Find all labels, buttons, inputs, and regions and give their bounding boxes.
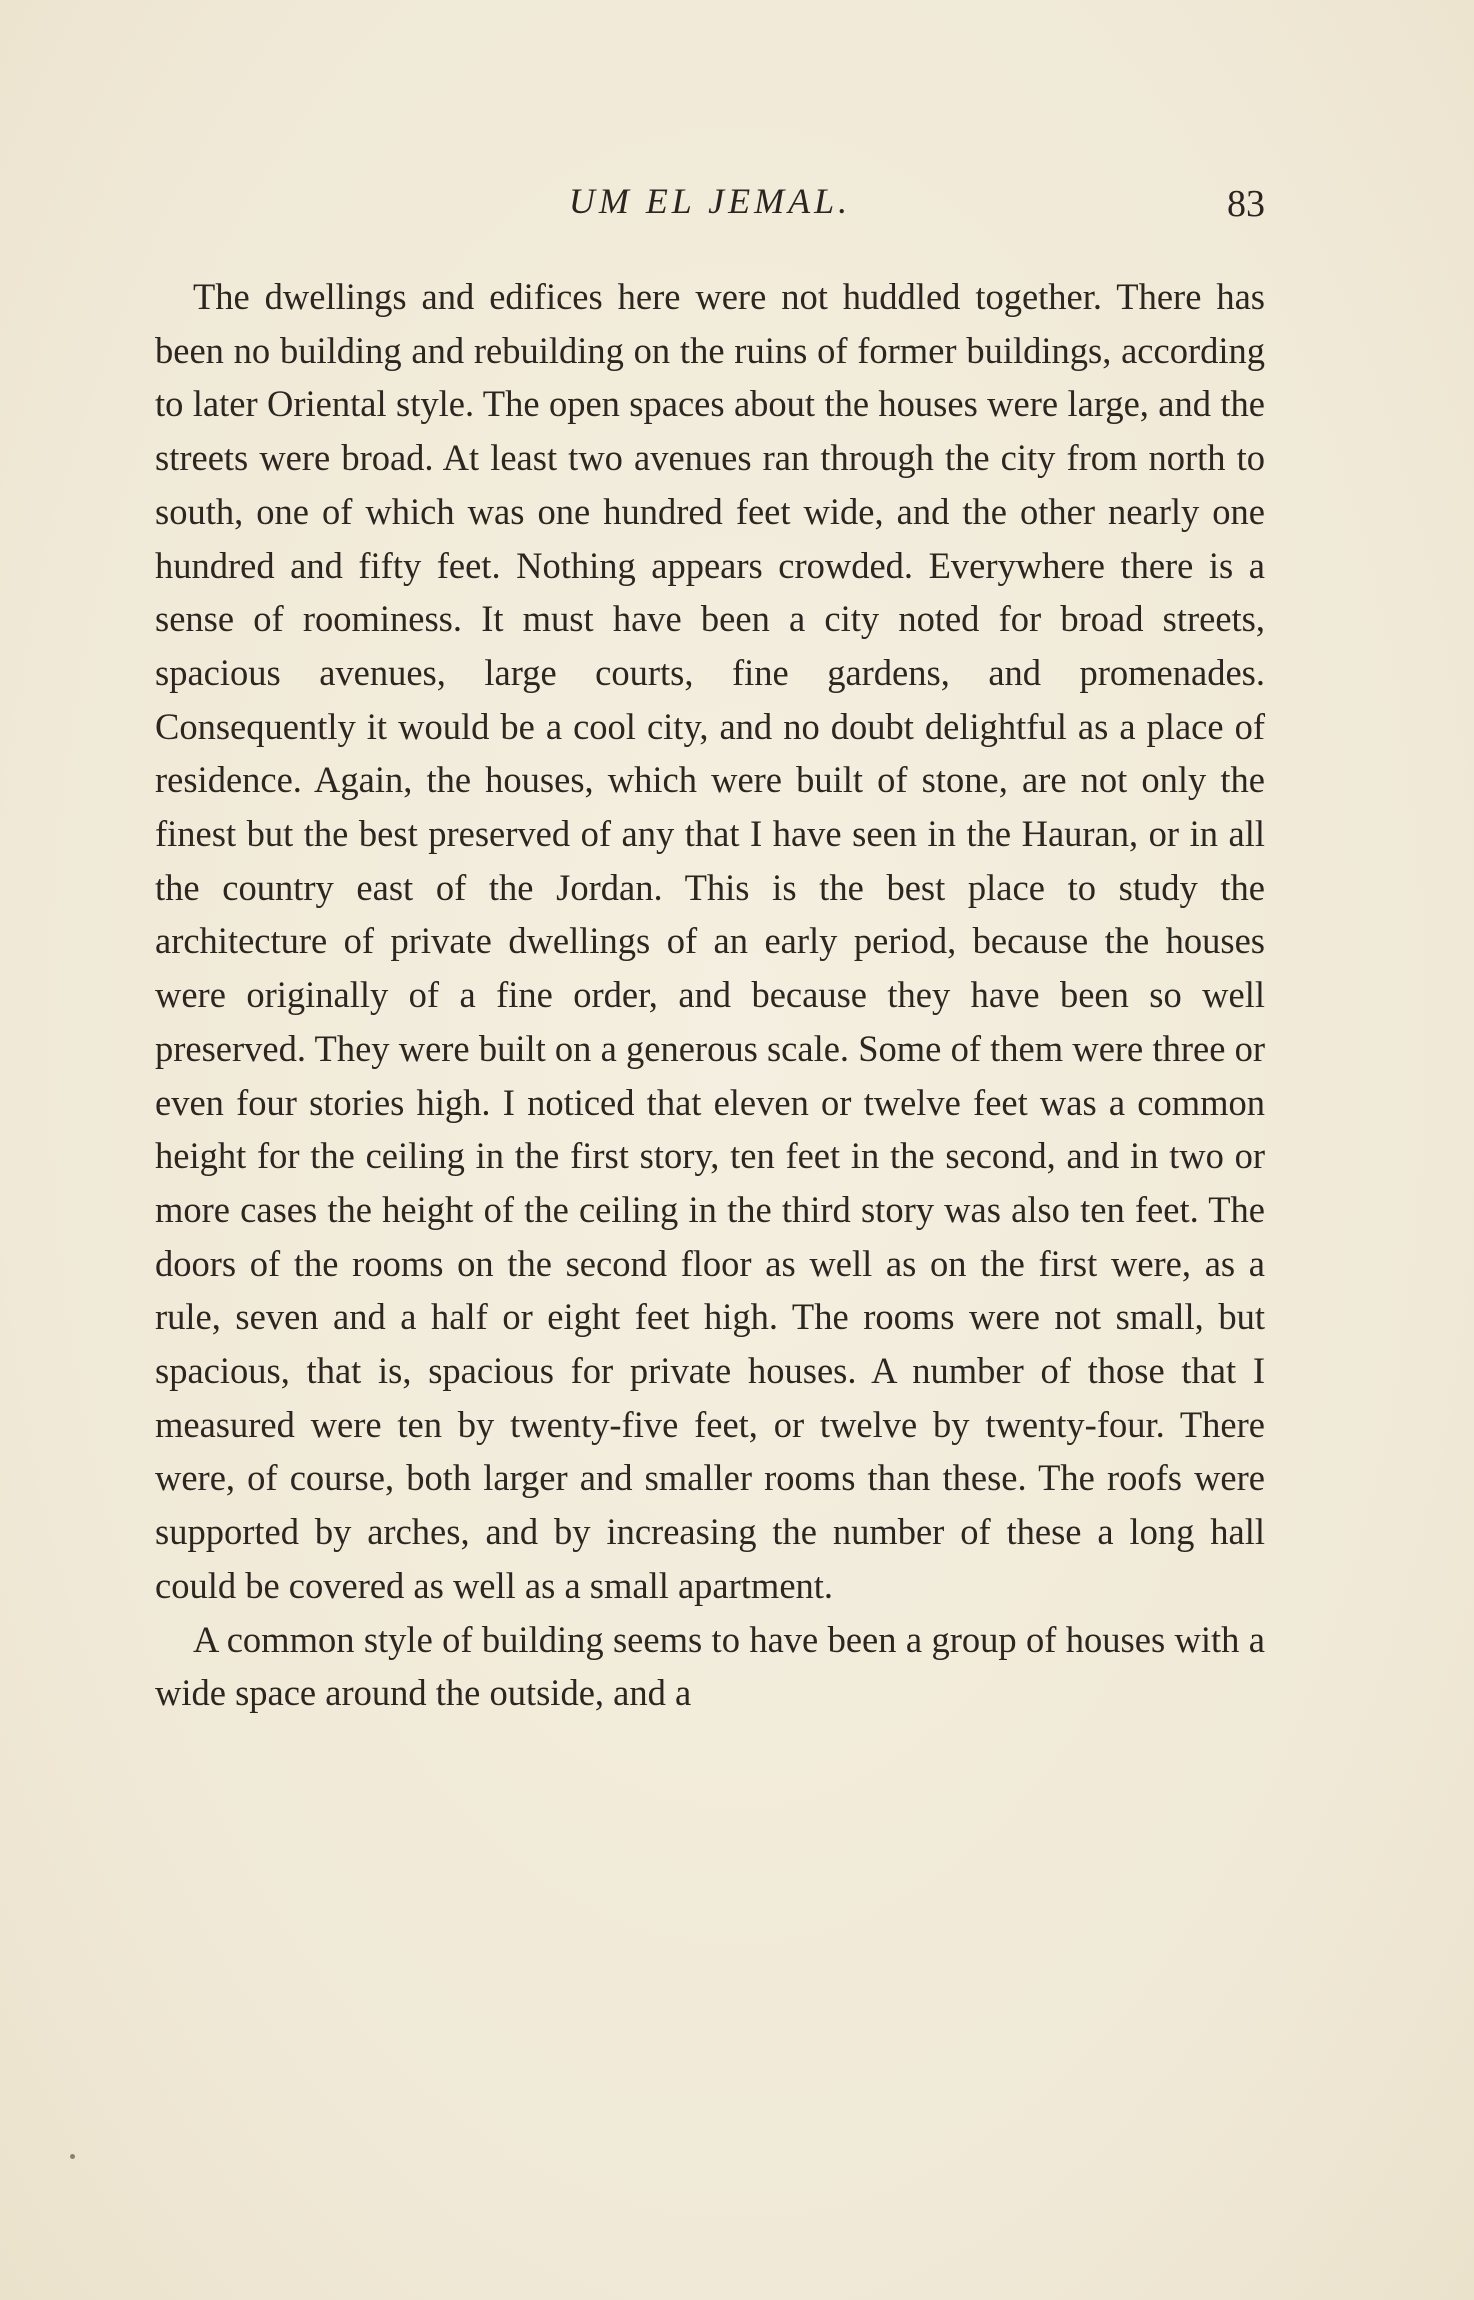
running-title: UM EL JEMAL. — [568, 181, 852, 221]
paragraph: The dwellings and edifices here were not huddled together. There has been no building and rebuilding on the ruins of former buildings, according to later Oriental style. The open spaces about the houses were large, and the streets were broad. At least two avenues ran through the city from north to south, one of which was one hundred feet wide, and the other nearly one hundred and fifty feet. Nothing appears crowded. Everywhere there is a sense of roominess. It must have been a city noted for broad streets, spacious avenues, large courts, fine gardens, and promenades. Consequently it would be a cool city, and no doubt delightful as a place of residence. Again, the houses, which were built of stone, are not only the finest but the best preserved of any that I have seen in the Hauran, or in all the country east of the Jordan. This is the best place to study the architecture of private dwellings of an early period, because the houses were originally of a fine order, and because they have been so well preserved. They were built on a generous scale. Some of them were three or even four stories high. I noticed that eleven or twelve feet was a common height for the ceiling in the first story, ten feet in the second, and in two or more cases the height of the ceiling in the third story was also ten feet. The doors of the rooms on the second floor as well as on the first were, as a rule, seven and a half or eight feet high. The rooms were not small, but spacious, that is, spacious for private houses. A number of those that I measured were ten by twenty-five feet, or twelve by twenty-four. There were, of course, both larger and smaller rooms than these. The roofs were supported by arches, and by increasing the number of these a long hall could be covered as well as a small apartment. — [155, 276, 1265, 1606]
paragraph: A common style of building seems to have been a group of houses with a wide space around the outside, and a — [155, 1618, 1265, 1714]
paper-speck — [70, 2154, 75, 2159]
body-text — [155, 270, 1265, 1720]
page-number: 83 — [1227, 183, 1265, 225]
page-header — [155, 172, 1265, 232]
